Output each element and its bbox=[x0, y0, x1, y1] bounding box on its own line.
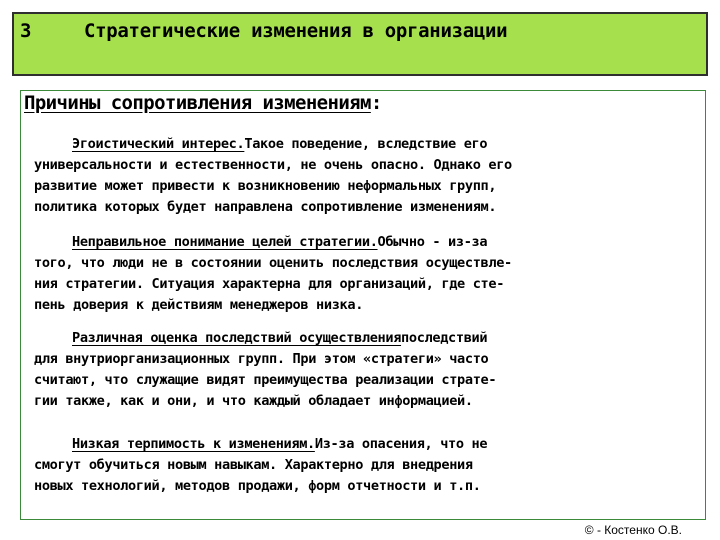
paragraph-text: последствий bbox=[401, 330, 488, 346]
paragraph-text: Обычно - из-за bbox=[377, 234, 488, 250]
paragraph-line: универсальности и естественности, не очень опасно. Однако его bbox=[34, 157, 512, 173]
paragraph-line: считают, что служащие видят преимущества реализации страте- bbox=[34, 372, 497, 388]
section-heading bbox=[24, 92, 382, 114]
paragraph-line: смогут обучиться новым навыкам. Характерно для внедрения bbox=[34, 457, 473, 473]
paragraph-line: пень доверия к действиям менеджеров низка. bbox=[34, 297, 364, 313]
paragraph-line: для внутриорганизационных групп. При этом «стратеги» часто bbox=[34, 351, 489, 367]
paragraph-text: Из-за опасения, что не bbox=[314, 436, 488, 452]
paragraph-line bbox=[34, 134, 674, 155]
paragraph-text: Такое поведение, вследствие его bbox=[244, 136, 488, 152]
reason-term: Различная оценка последствий осуществления bbox=[72, 330, 402, 346]
reason-term: Неправильное понимание целей стратегии. bbox=[72, 234, 378, 250]
reason-paragraph-2 bbox=[34, 232, 674, 316]
paragraph-line: политика которых будет направлена сопротивление изменениям. bbox=[34, 199, 497, 215]
section-heading-colon: : bbox=[370, 92, 382, 114]
paragraph-line bbox=[34, 232, 674, 253]
paragraph-line bbox=[34, 328, 674, 349]
paragraph-line: гии также, как и они, и что каждый обладает информацией. bbox=[34, 393, 473, 409]
slide-title: Стратегические изменения в организации bbox=[84, 20, 508, 42]
reason-paragraph-3 bbox=[34, 328, 674, 412]
section-heading-text: Причины сопротивления изменениям bbox=[24, 92, 371, 114]
reason-paragraph-1 bbox=[34, 134, 674, 218]
paragraph-line bbox=[34, 434, 674, 455]
paragraph-line: развитие может привести к возникновению неформальных групп, bbox=[34, 178, 497, 194]
paragraph-line: новых технологий, методов продажи, форм отчетности и т.п. bbox=[34, 478, 481, 494]
reason-term: Низкая терпимость к изменениям. bbox=[72, 436, 315, 452]
copyright-footer: © - Костенко О.В. bbox=[584, 523, 682, 537]
reason-paragraph-4 bbox=[34, 434, 674, 497]
reason-term: Эгоистический интерес. bbox=[72, 136, 245, 152]
paragraph-line: ния стратегии. Ситуация характерна для организаций, где сте- bbox=[34, 276, 505, 292]
paragraph-line: того, что люди не в состоянии оценить последствия осуществле- bbox=[34, 255, 512, 271]
slide-number: 3 bbox=[20, 20, 32, 42]
